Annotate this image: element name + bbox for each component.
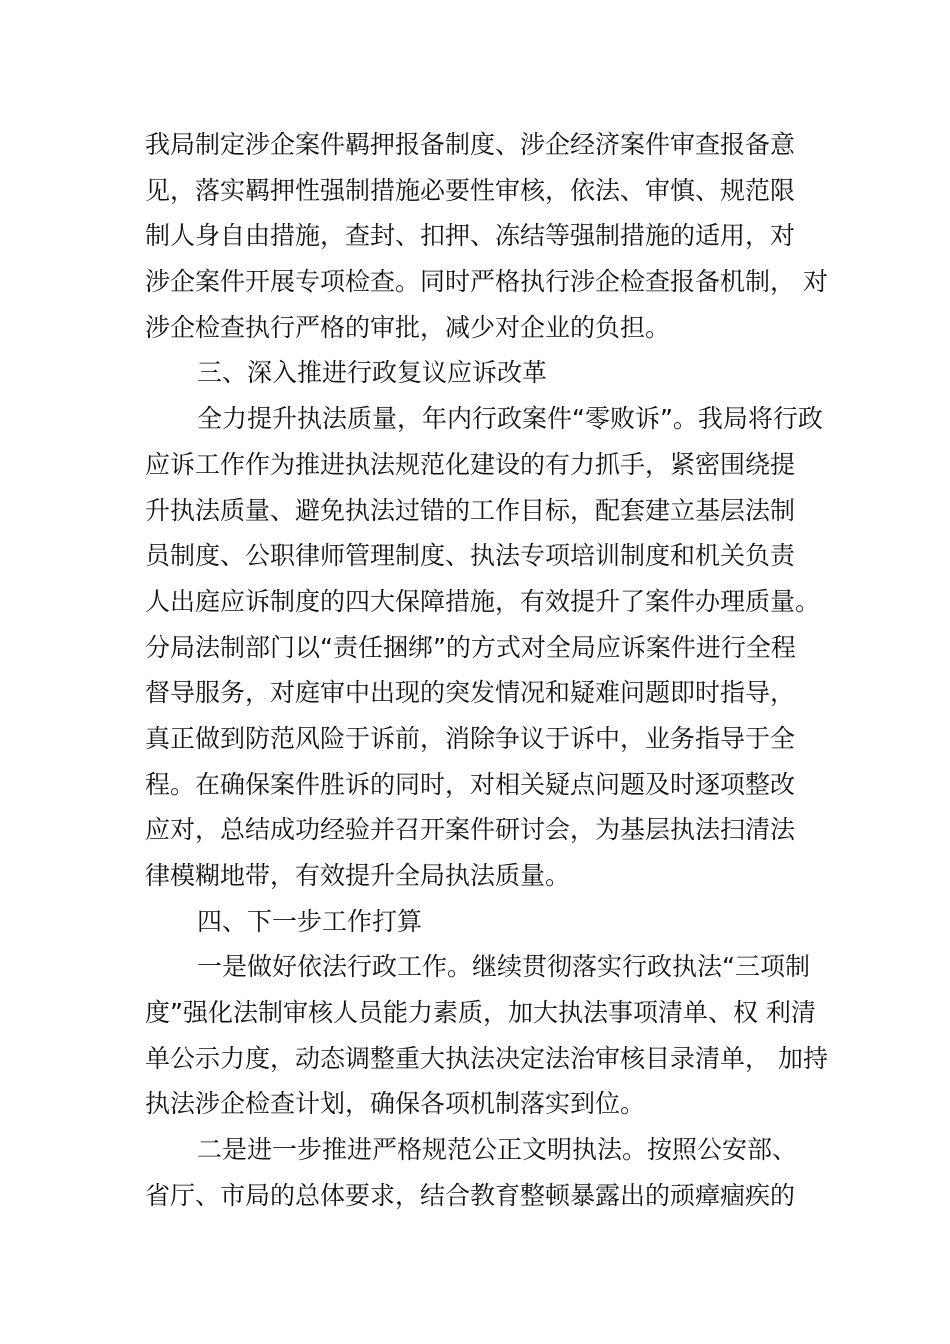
text-line: 见，落实羁押性强制措施必要性审核，依法、审慎、规范限: [145, 175, 796, 205]
text-line: 省厅、市局的总体要求，结合教育整顿暴露出的顽瘴痼疾的: [145, 1180, 796, 1210]
text-line: 执法涉企检查计划，确保各项机制落实到位。: [145, 1089, 646, 1119]
text-line: 程。在确保案件胜诉的同时，对相关疑点问题及时逐项整改: [145, 769, 796, 799]
text-line: 二是进一步推进严格规范公正文明执法。按照公安部、: [197, 1135, 798, 1165]
text-line: 我局制定涉企案件羁押报备制度、涉企经济案件审查报备意: [145, 130, 796, 159]
text-line: 升执法质量、避免执法过错的工作目标，配套建立基层法制: [145, 495, 796, 525]
text-line: 度”强化法制审核人员能力素质，加大执法事项清单、权 利清: [145, 998, 816, 1028]
text-line: 三、深入推进行政复议应诉改革: [197, 358, 548, 388]
text-line: 涉企案件开展专项检查。同时严格执行涉企检查报备机制， 对: [145, 267, 828, 297]
text-line: 制人身自由措施，查封、扣押、冻结等强制措施的适用，对: [145, 221, 796, 251]
text-line: 员制度、公职律师管理制度、执法专项培训制度和机关负责: [145, 541, 796, 571]
text-line: 四、下一步工作打算: [197, 906, 423, 936]
body-text: [145, 122, 835, 1219]
text-line: 应对，总结成功经验并召开案件研讨会，为基层执法扫清法: [145, 815, 796, 845]
text-line: 人出庭应诉制度的四大保障措施，有效提升了案件办理质量。: [145, 586, 821, 616]
text-line: 单公示力度，动态调整重大执法决定法治审核目录清单， 加持: [145, 1043, 828, 1073]
text-line: 真正做到防范风险于诉前，消除争议于诉中，业务指导于全: [145, 723, 796, 753]
text-line: 一是做好依法行政工作。继续贯彻落实行政执法“三项制: [197, 952, 810, 982]
text-line: 律模糊地带，有效提升全局执法质量。: [145, 861, 571, 890]
text-line: 分局法制部门以“责任捆绑”的方式对全局应诉案件进行全程: [145, 632, 796, 662]
text-line: 应诉工作作为推进执法规范化建设的有力抓手，紧密围绕提: [145, 449, 796, 479]
text-line: 涉企检查执行严格的审批，减少对企业的负担。: [145, 312, 671, 342]
text-line: 全力提升执法质量，年内行政案件“零败诉”。我局将行政: [197, 404, 823, 434]
text-line: 督导服务，对庭审中出现的突发情况和疑难问题即时指导，: [145, 678, 796, 708]
